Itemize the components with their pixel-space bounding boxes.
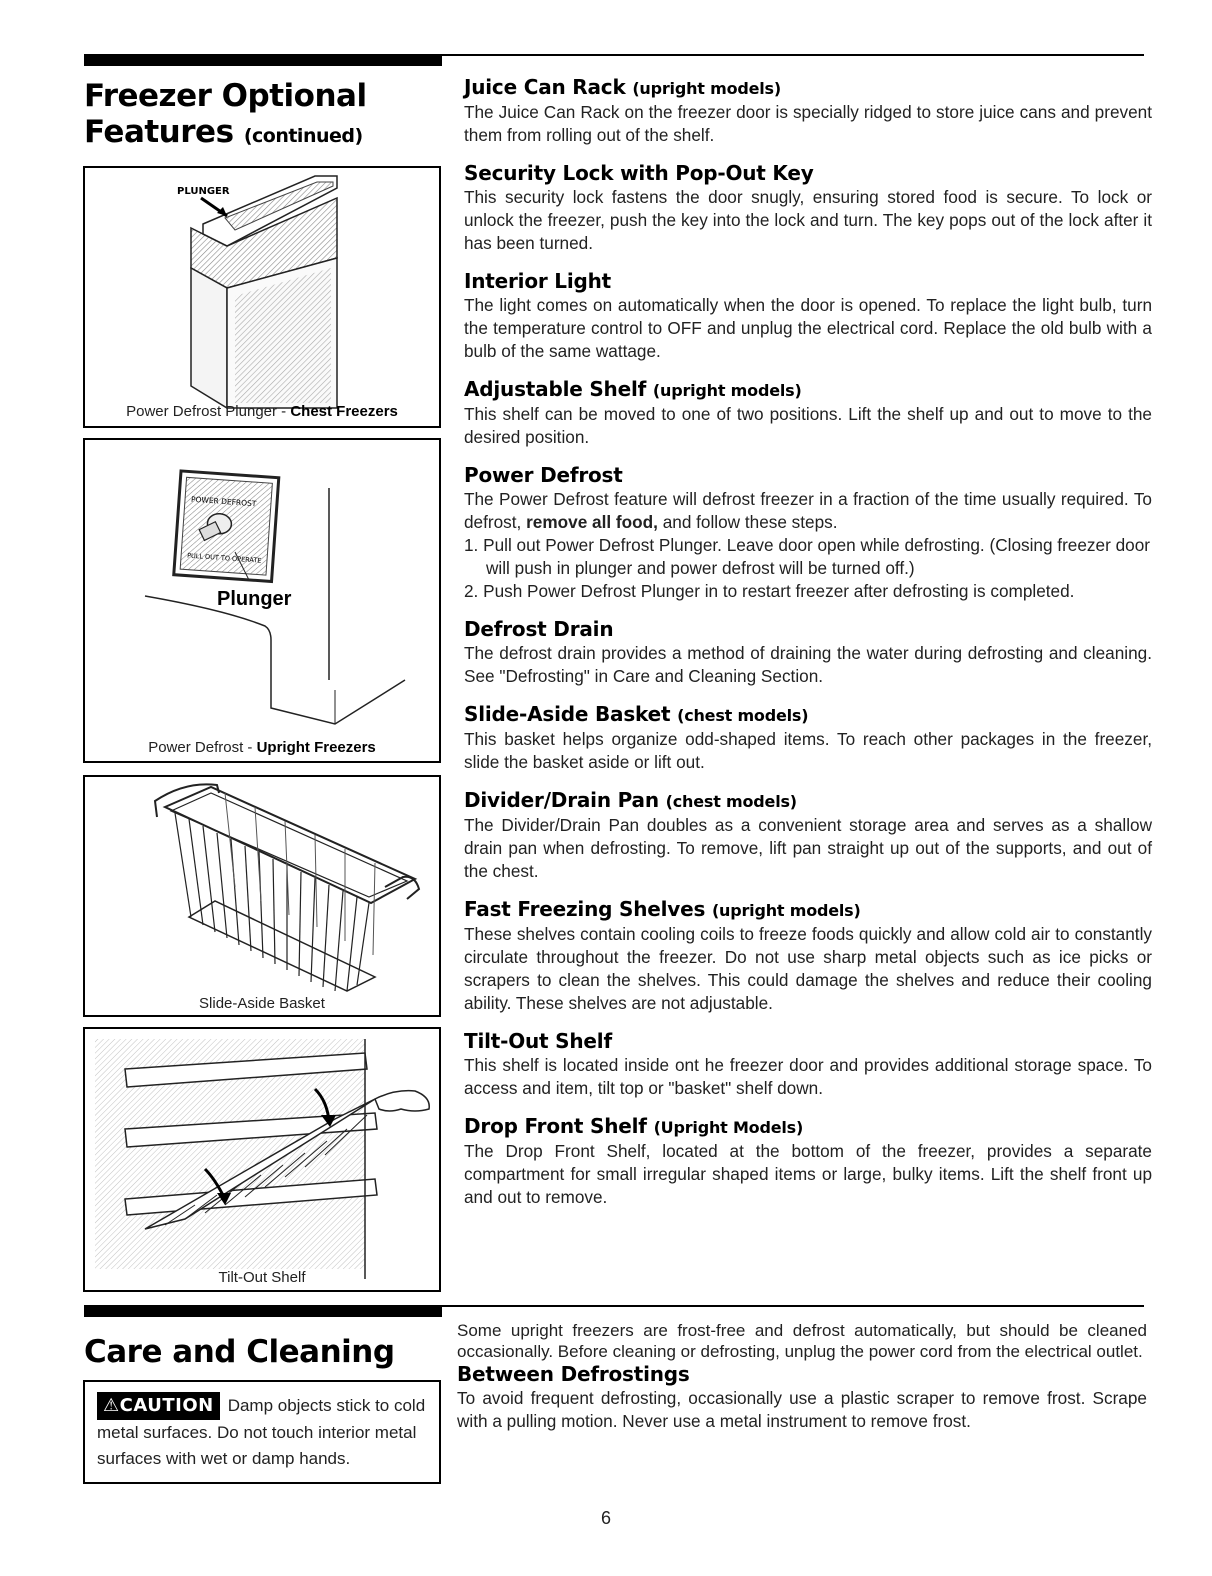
feature-title-text: Fast Freezing Shelves [464, 897, 706, 921]
feature-title: Between Defrostings [457, 1362, 690, 1386]
section2-bar-left [84, 1305, 442, 1317]
tiltout-shelf-illustration [85, 1029, 439, 1290]
feature-defrost-drain [464, 617, 1152, 688]
caution-label-text: CAUTION [119, 1395, 214, 1416]
feature-text: To avoid frequent defrosting, occasionally use a plastic scraper to remove frost. Scrape with a pulling motion. Never use a metal instrument to remove frost. [457, 1388, 1147, 1431]
feature-text [464, 488, 1152, 534]
feature-drop-front-shelf [464, 1114, 1152, 1209]
feature-title-text: Drop Front Shelf [464, 1114, 647, 1138]
feature-title: Power Defrost [464, 463, 623, 487]
feature-title [464, 702, 1152, 728]
feature-text: The light comes on automatically when the door is opened. To replace the light bulb, turn the temperature control to OFF and unplug the electrical cord. Replace the old bulb with a bulb of the same wattage. [464, 295, 1152, 361]
feature-text: The Divider/Drain Pan doubles as a convenient storage area and serves as a shallow drain pan when defrosting. To remove, lift pan straight up out of the supports, and out of the chest. [464, 815, 1152, 881]
feature-text-pre: The Power Defrost feature will defrost freezer in a fraction of the time usually required. To defrost, [464, 489, 1152, 532]
feature-title-text: Adjustable Shelf [464, 377, 647, 401]
feature-text: The Drop Front Shelf, located at the bottom of the freezer, provides a separate compartment for small irregular shaped items or large, bulky items. Lift the shelf front up and out to remove. [464, 1141, 1152, 1207]
feature-text: The Juice Can Rack on the freezer door is specially ridged to store juice cans and prevent them from rolling out of the shelf. [464, 102, 1152, 145]
care-intro: Some upright freezers are frost-free and defrost automatically, but should be cleaned occasionally. Before cleaning or defrosting, unplug the power cord from the electrical outlet. [457, 1321, 1147, 1361]
section-title-features [84, 78, 444, 154]
defrost-step: 2. Push Power Defrost Plunger in to restart freezer after defrosting is completed. [464, 581, 1075, 601]
title-line1: Freezer Optional [84, 78, 367, 114]
section-rule-right [442, 54, 1144, 56]
caption-chest [85, 403, 439, 420]
figure-chest-plunger [83, 166, 441, 428]
defrost-steps [464, 534, 1152, 603]
defrost-step: 1. Pull out Power Defrost Plunger. Leave door open while defrosting. (Closing freezer door will push in plunger and power defrost will be turned off.) [464, 535, 1150, 578]
dial-text-bottom: PULL OUT TO OPERATE [186, 551, 262, 565]
caption-upright-plain: Power Defrost - [148, 739, 257, 756]
basket-illustration [85, 777, 439, 1015]
caption-chest-bold: Chest Freezers [290, 403, 398, 420]
feature-text: These shelves contain cooling coils to freeze foods quickly and allow cold air to constantly circulate throughout the freezer. Do not use sharp metal objects such as ice picks or scrapers to clean the shelves. This could damage the shelves and reduce their cooling ability. These shelves are not adjustable. [464, 924, 1152, 1013]
feature-title-paren: (upright models) [652, 381, 802, 400]
feature-text-bold: remove all food, [526, 512, 658, 532]
plunger-label: PLUNGER [177, 186, 230, 197]
feature-text-post: and follow these steps. [657, 512, 838, 532]
feature-text: This security lock fastens the door snugly, ensuring stored food is secure. To lock or unlock the freezer, push the key into the lock and turn. The key pops out of the lock after it has been turned. [464, 187, 1152, 253]
feature-fast-freezing-shelves [464, 897, 1152, 1015]
feature-title-paren: (Upright Models) [653, 1118, 804, 1137]
caution-text: Damp objects stick to cold metal surfaces. Do not touch interior metal surfaces with wet or damp hands. [97, 1396, 426, 1468]
chest-freezer-illustration [85, 168, 439, 426]
care-column [457, 1320, 1147, 1447]
feature-title-paren: (chest models) [665, 792, 797, 811]
feature-juice-can-rack [464, 75, 1152, 147]
feature-title [464, 75, 1152, 101]
warning-icon: ⚠ [103, 1395, 120, 1416]
feature-interior-light [464, 269, 1152, 363]
caption-basket: Slide-Aside Basket [199, 995, 325, 1012]
feature-title-paren: (chest models) [677, 706, 809, 725]
dial-text-top: POWER DEFROST [190, 494, 257, 509]
feature-title: Tilt-Out Shelf [464, 1029, 612, 1053]
caption-tiltout: Tilt-Out Shelf [218, 1269, 306, 1286]
figure-tiltout [83, 1027, 441, 1292]
figure-basket [83, 775, 441, 1017]
section-bar-left [84, 54, 442, 66]
feature-text: This basket helps organize odd-shaped items. To reach other packages in the freezer, slide the basket aside or lift out. [464, 729, 1152, 772]
feature-title [464, 788, 1152, 814]
feature-security-lock [464, 161, 1152, 255]
care-intro-block [457, 1320, 1147, 1362]
caption-chest-plain: Power Defrost Plunger - [126, 403, 291, 420]
feature-title [464, 1114, 1152, 1140]
feature-text: The defrost drain provides a method of draining the water during defrosting and cleaning. See "Defrosting" in Care and Cleaning Section. [464, 643, 1152, 686]
feature-title [464, 897, 1152, 923]
feature-text: This shelf can be moved to one of two positions. Lift the shelf up and out to move to the desired position. [464, 404, 1152, 447]
feature-title: Defrost Drain [464, 617, 614, 641]
title-paren: (continued) [243, 125, 363, 147]
feature-title-text: Slide-Aside Basket [464, 702, 671, 726]
feature-title-text: Juice Can Rack [464, 75, 626, 99]
feature-adjustable-shelf [464, 377, 1152, 449]
caution-content [97, 1392, 427, 1472]
feature-title: Security Lock with Pop-Out Key [464, 161, 814, 185]
caution-box [83, 1380, 441, 1484]
feature-title-paren: (upright models) [711, 901, 861, 920]
title-line2: Features [84, 114, 234, 150]
caution-label [97, 1392, 220, 1420]
caption-upright [85, 739, 439, 756]
upright-plunger-illustration [85, 440, 439, 761]
section2-rule-right [442, 1305, 1144, 1307]
feature-title: Interior Light [464, 269, 612, 293]
feature-title-text: Divider/Drain Pan [464, 788, 659, 812]
plunger-label-2: Plunger [217, 588, 292, 610]
page-number: 6 [600, 1508, 611, 1528]
caption-upright-bold: Upright Freezers [256, 739, 376, 756]
feature-slide-aside-basket [464, 702, 1152, 774]
feature-text: This shelf is located inside ont he freezer door and provides additional storage space. To access and item, tilt top or "basket" shelf down. [464, 1055, 1152, 1098]
section-title-care: Care and Cleaning [84, 1334, 395, 1370]
feature-title [464, 377, 1152, 403]
between-defrostings [457, 1362, 1147, 1433]
feature-divider-drain-pan [464, 788, 1152, 883]
feature-power-defrost [464, 463, 1152, 603]
feature-tilt-out-shelf [464, 1029, 1152, 1100]
figure-upright-plunger [83, 438, 441, 763]
feature-title-paren: (upright models) [632, 79, 781, 98]
features-column [464, 75, 1152, 1223]
